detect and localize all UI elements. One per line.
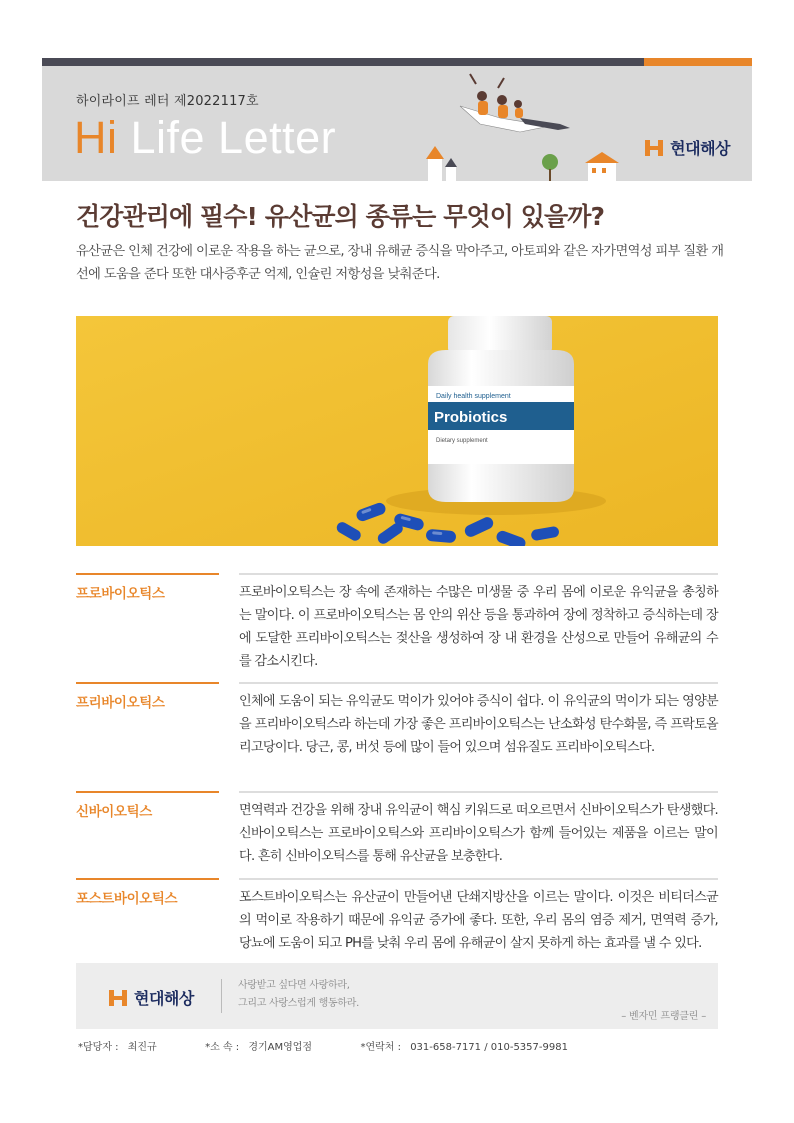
section-body: 인체에 도움이 되는 유익균도 먹이가 있어야 증식이 쉽다. 이 유익균의 먹이가 되는 영양분을 프리바이오틱스라 하는데 가장 좋은 프리바이오틱스는 난소화성 탄수화물, 즉 프락토올리고당이다. 당근, 콩, 버섯 등에 많이 들어 있으며 섬유질도 프리바이오틱스다. [239,694,718,755]
quote-line-2: 그리고 사랑스럽게 행동하라. [238,998,359,1009]
footer-quote [238,977,359,1013]
brand-logo [644,136,730,159]
brand-name: 현대해상 [670,139,730,158]
bottle-label-top: Daily health supplement [436,393,511,400]
manager-label: *담당자 : [78,1042,119,1053]
hyundai-h-icon [644,138,664,158]
hyundai-h-icon [108,988,128,1008]
section-label: 프리바이오틱스 [76,695,165,711]
office-label: *소 속 : [205,1042,240,1053]
article-intro: 유산균은 인체 건강에 이로운 작용을 하는 균으로, 장내 유해균 증식을 막아주고, 아토피와 같은 자가면역성 피부 질환 개선에 도움을 준다 또한 대사증후군 억제, 인슐린 저항성을 낮춰준다. [76,244,724,282]
newsletter-logo: Hi Life Letter [74,112,337,163]
section-rule [239,682,718,684]
top-bar-accent [644,58,752,66]
office-name: 경기AM영업점 [248,1042,313,1053]
section-body: 프로바이오틱스는 장 속에 존재하는 수많은 미생물 중 우리 몸에 이로운 유익균을 총칭하는 말이다. 이 프로바이오틱스는 몸 안의 위산 등을 통과하여 장에 정착하고 증식하는데 장에 도달한 프리바이오틱스는 젖산을 생성하여 장 내 환경을 산성으로 만들어 유해균의 수를 감소시킨다. [239,585,718,669]
footer-divider [221,979,222,1013]
issue-number: 하이라이프 레터 제2022117호 [76,94,259,109]
article-title: 건강관리에 필수! 유산균의 종류는 무엇이 있을까? [76,202,605,231]
flying-family-illustration [400,66,640,181]
section-rule [239,791,718,793]
bottle-label-sub: Dietary supplement [436,438,488,444]
section-body: 포스트바이오틱스는 유산균이 만들어낸 단쇄지방산을 이르는 말이다. 이것은 비티더스균의 먹이로 작용하기 때문에 유익균 증가에 좋다. 또한, 우리 몸의 염증 제거, 면역력 증가, 당뇨에 도움이 되고 PH를 낮춰 우리 몸에 유해균이 살지 못하게 하는 효과를 낼 수 있다. [239,890,718,951]
phone-label: *연락처 : [360,1042,401,1053]
quote-line-1: 사랑받고 싶다면 사랑하라, [238,980,350,991]
section-rule-accent [76,573,219,575]
footer-brand-logo [108,986,194,1009]
probiotics-bottle-image [76,316,718,546]
quote-author: – 벤자민 프랭클린 – [621,1011,706,1022]
section-label: 신바이오틱스 [76,804,152,820]
phone-number: 031-658-7171 / 010-5357-9981 [410,1042,568,1053]
bottle-label-main: Probiotics [434,409,508,426]
section-label: 프로바이오틱스 [76,586,165,602]
section-rule-accent [76,878,219,880]
section-rule [239,878,718,880]
manager-name: 최진규 [127,1042,157,1053]
probiotics-photo [76,316,718,546]
section-rule-accent [76,682,219,684]
section-label: 포스트바이오틱스 [76,891,178,907]
section-rule-accent [76,791,219,793]
section-rule [239,573,718,575]
newsletter-header [42,66,752,181]
section-body: 면역력과 건강을 위해 장내 유익균이 핵심 키워드로 떠오르면서 신바이오틱스가 탄생했다. 신바이오틱스는 프로바이오틱스와 프리바이오틱스가 함께 들어있는 제품을 이르는 말이다. 흔히 신바이오틱스를 통해 유산균을 보충한다. [239,803,718,864]
footer-quote-box [76,963,718,1029]
footer-brand-name: 현대해상 [134,989,194,1008]
contact-info [78,1038,574,1053]
top-bar [42,58,752,66]
